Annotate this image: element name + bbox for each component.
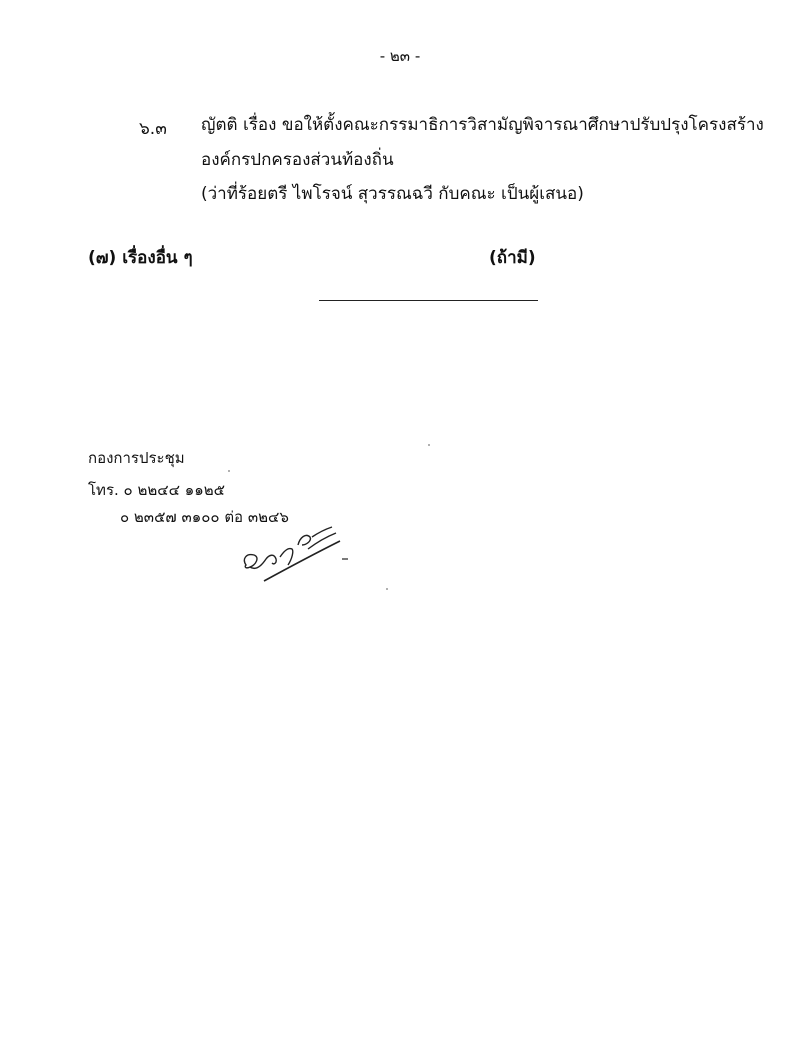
- divider-line: [319, 300, 538, 301]
- scan-speck: [228, 470, 230, 472]
- contact-office: กองการประชุม: [88, 449, 185, 467]
- agenda-item-proposer: (ว่าที่ร้อยตรี ไพโรจน์ สุวรรณฉวี กับคณะ เป็นผู้เสนอ): [201, 184, 584, 204]
- handwritten-signature: [236, 515, 356, 587]
- agenda-item-title-continued: องค์กรปกครองส่วนท้องถิ่น: [201, 150, 394, 170]
- contact-phone-primary: โทร. ๐ ๒๒๔๔ ๑๑๒๕: [88, 481, 225, 499]
- scan-speck: [428, 444, 430, 446]
- section-note: (ถ้ามี): [489, 248, 536, 268]
- agenda-item-number: ๖.๓: [139, 119, 167, 139]
- agenda-item-title: ญัตติ เรื่อง ขอให้ตั้งคณะกรรมาธิการวิสามัญพิจารณาศึกษาปรับปรุงโครงสร้าง: [201, 115, 764, 135]
- contact-phone-secondary: ๐ ๒๓๕๗ ๓๑๐๐ ต่อ ๓๒๔๖: [120, 508, 289, 526]
- page-number: - ๒๓ -: [379, 47, 421, 65]
- scan-speck: [386, 588, 388, 590]
- section-heading: (๗) เรื่องอื่น ๆ: [88, 248, 193, 268]
